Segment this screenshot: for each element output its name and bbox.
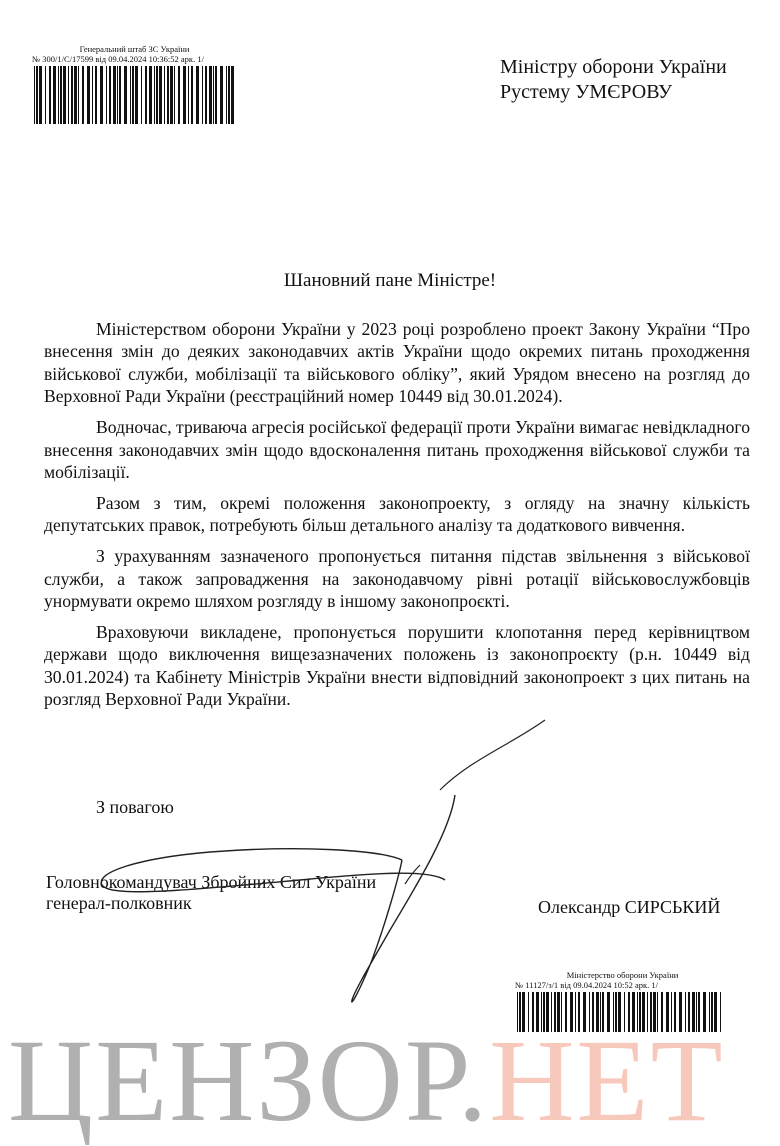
watermark-part2: НЕТ (489, 1015, 725, 1146)
paragraph: Міністерством оборони України у 2023 році розроблено проект Закону України “Про внесення змін до деяких законодавчих актів України щодо окремих питань проходження військової служби, мобілізації та військового обліку”, який Урядом внесено на розгляд до Верховної Ради України (реєстраційний номер 10449 від 30.01.2024). (44, 319, 750, 407)
addressee-name: Рустему УМЄРОВУ (500, 81, 673, 103)
stamp-reg-number: № 300/1/С/17599 від 09.04.2024 10:36:52 арк. 1/ (32, 54, 204, 64)
watermark-dot: . (457, 1015, 490, 1146)
watermark-logo (8, 1015, 778, 1146)
paragraph: Враховуючи викладене, пропонується порушити клопотання перед керівництвом держави щодо виключення вищезазначених положень із законопроєкту (р.н. 10449 від 30.01.2024) та Кабінету Міністрів України внести відповідний законопроект з цих питань на розгляд Верховної Ради України. (44, 621, 750, 710)
signatory-position-block (46, 872, 376, 914)
signatory-name: Олександр СИРСЬКИЙ (538, 897, 721, 917)
registration-stamp-general-staff (32, 44, 237, 124)
addressee-block (500, 55, 727, 105)
paragraph: Разом з тим, окремі положення законопроекту, з огляду на значну кількість депутатських правок, потребують більш детального аналізу та додаткового вивчення. (44, 492, 750, 536)
signatory-rank: генерал-полковник (46, 893, 192, 913)
letter-body (44, 318, 750, 719)
stamp-reg-number: № 11127/з/1 від 09.04.2024 10:52 арк. 1/ (515, 980, 659, 990)
barcode-icon (32, 66, 237, 124)
watermark-part1: ЦЕНЗОР (8, 1015, 458, 1146)
paragraph: З урахуванням зазначеного пропонується питання підстав звільнення з військової служби, а також запровадження на законодавчому рівні ротації військовослужбовців унормувати окремо шляхом розгляду в іншому законопроєкті. (44, 546, 750, 611)
stamp-org: Генеральний штаб ЗС України (79, 44, 190, 54)
closing-regards: З повагою (96, 797, 174, 817)
paragraph: Водночас, триваюча агресія російської федерації проти України вимагає невідкладного внесення законодавчих змін щодо вдосконалення питань проходження військової служби та мобілізації. (44, 417, 750, 482)
addressee-title: Міністру оборони України (500, 56, 727, 78)
stamp-org: Міністерство оборони України (566, 970, 679, 980)
signatory-position: Головнокомандувач Збройних Сил України (46, 872, 377, 892)
salutation: Шановний пане Міністре! (283, 270, 497, 291)
